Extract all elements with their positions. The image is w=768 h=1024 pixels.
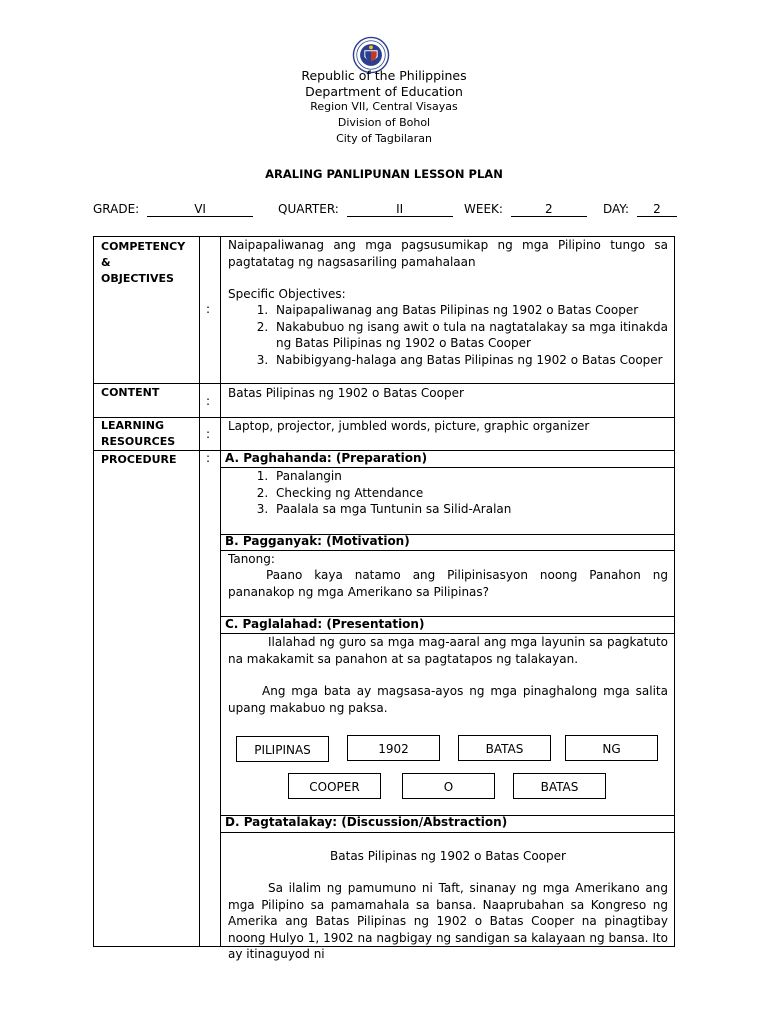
list-item: 3. Paalala sa mga Tuntunin sa Silid-Aralan <box>272 501 668 518</box>
lesson-plan-table <box>93 236 675 961</box>
jumbled-word-box: COOPER <box>288 773 381 799</box>
discussion-heading: Batas Pilipinas ng 1902 o Batas Cooper <box>330 849 566 863</box>
region-line: Region VII, Central Visayas <box>310 100 458 113</box>
row-divider <box>94 383 674 384</box>
resources-text: Laptop, projector, jumbled words, picture, graphic organizer <box>228 419 590 433</box>
week-field <box>464 202 587 217</box>
colon: : <box>206 302 211 316</box>
colon: : <box>206 394 211 408</box>
presentation-paragraph-1: Ilalahad ng guro sa mga mag-aaral ang mga layunin sa pagkatuto na makakamit sa panahon at sa pagtatapos ng talakayan. <box>228 635 668 666</box>
list-item: 2. Nakabubuo ng isang awit o tula na nagtatalakay sa mga itinakda ng Batas Pilipinas ng 1902 o Batas Cooper <box>272 319 668 352</box>
objectives-list <box>228 302 668 368</box>
competency-text: Naipapaliwanag ang mga pagsusumikap ng mga Pilipino tungo sa pagtatatag ng nagsasariling pamahalaan <box>228 238 668 269</box>
presentation-paragraph-2: Ang mga bata ay magsasa-ayos ng mga pinaghalong mga salita upang makabuo ng paksa. <box>228 684 668 715</box>
section-b-title: B. Pagganyak: (Motivation) <box>225 534 410 548</box>
quarter-value: II <box>347 203 453 217</box>
list-item: 3. Nabibigyang-halaga ang Batas Pilipinas ng 1902 o Batas Cooper <box>272 352 668 369</box>
row-divider <box>220 832 674 833</box>
column-divider <box>220 237 221 946</box>
section-c-title: C. Paglalahad: (Presentation) <box>225 617 425 631</box>
discussion-paragraph: Sa ilalim ng pamumuno ni Taft, sinanay ng mga Amerikano ang mga Pilipino sa pamamahala sa bansa. Naaprubahan sa Kongreso ng Amerika ang Batas Pilipinas ng 1902 o Batas Cooper na pinagtibay noong Hulyo 1, 1902 na nagbigay ng sandigan sa kalayaan ng bansa. Ito ay itinaguyod ni <box>228 881 668 961</box>
list-item: 1. Naipapaliwanag ang Batas Pilipinas ng 1902 o Batas Cooper <box>272 302 668 319</box>
motivation-question: Paano kaya natamo ang Pilipinisasyon noong Panahon ng pananakop ng mga Amerikano sa Pilipinas? <box>228 568 668 599</box>
division-line: Division of Bohol <box>337 116 431 129</box>
week-label: WEEK: <box>464 202 503 216</box>
jumbled-word-box: BATAS <box>513 773 606 799</box>
jumbled-word-box: O <box>402 773 495 799</box>
specific-objectives-title: Specific Objectives: <box>228 287 346 301</box>
grade-value: VI <box>147 203 253 217</box>
city-line: City of Tagbilaran <box>336 132 432 145</box>
procedure-label: PROCEDURE <box>101 453 177 466</box>
list-item: 1. Panalangin <box>272 468 668 485</box>
colon: : <box>206 451 211 465</box>
question-label: Tanong: <box>228 552 275 566</box>
jumbled-word-box: 1902 <box>347 735 440 761</box>
column-divider <box>199 237 200 946</box>
section-d-title: D. Pagtatalakay: (Discussion/Abstraction) <box>225 815 508 829</box>
section-a-title: A. Paghahanda: (Preparation) <box>225 451 428 465</box>
jumbled-word-box: PILIPINAS <box>236 736 329 762</box>
department-line: Department of Education <box>305 84 463 99</box>
day-field <box>603 202 677 217</box>
resources-label: LEARNING RESOURCES <box>101 419 176 448</box>
quarter-label: QUARTER: <box>278 202 339 216</box>
jumbled-word-box: NG <box>565 735 658 761</box>
jumbled-word-box: BATAS <box>458 735 551 761</box>
content-label: CONTENT <box>101 386 160 399</box>
list-item: 2. Checking ng Attendance <box>272 485 668 502</box>
week-value: 2 <box>511 203 587 217</box>
colon: : <box>206 427 211 441</box>
lesson-plan-title: ARALING PANLIPUNAN LESSON PLAN <box>265 167 503 181</box>
quarter-field <box>278 202 453 217</box>
content-text: Batas Pilipinas ng 1902 o Batas Cooper <box>228 386 464 400</box>
republic-line: Republic of the Philippines <box>301 68 467 83</box>
competency-label: COMPETENCY & OBJECTIVES <box>101 240 186 285</box>
grade-label: GRADE: <box>93 202 140 216</box>
day-label: DAY: <box>603 202 630 216</box>
grade-field <box>93 202 253 217</box>
day-value: 2 <box>637 203 677 217</box>
preparation-list <box>228 468 668 518</box>
